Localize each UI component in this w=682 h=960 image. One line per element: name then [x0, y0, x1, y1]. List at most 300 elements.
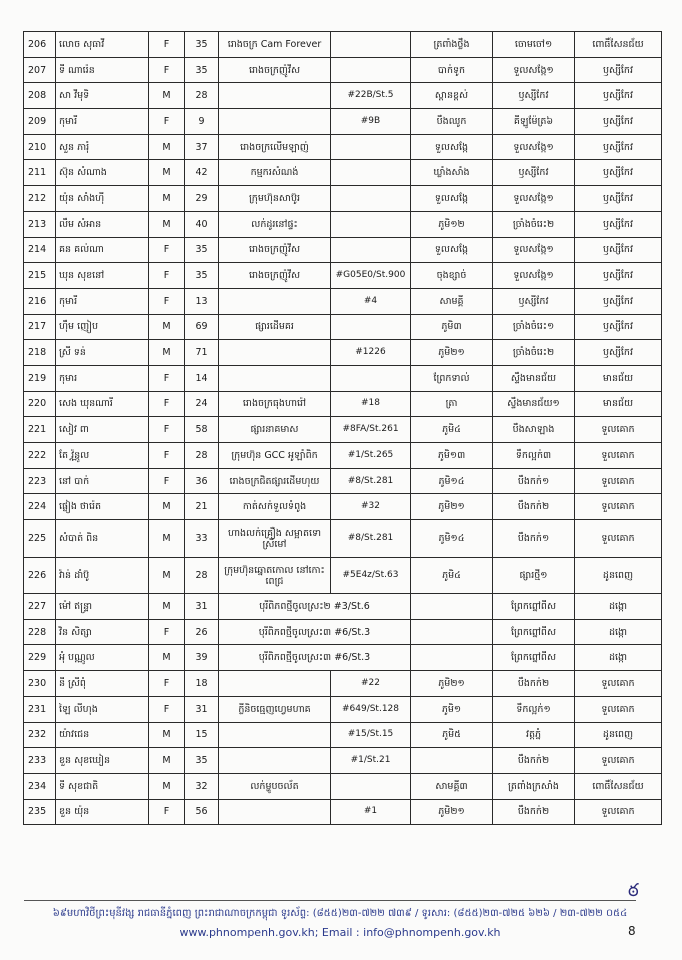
row-number-cell: 222 — [24, 443, 56, 469]
district-cell: ឫស្សីកែវ — [575, 109, 662, 135]
commune-cell: បឹងកក់១ — [493, 468, 575, 494]
sex-cell: M — [149, 83, 185, 109]
village-cell — [411, 594, 493, 620]
sex-cell: F — [149, 237, 185, 263]
age-cell: 40 — [185, 211, 219, 237]
district-cell: ឫស្សីកែវ — [575, 340, 662, 366]
patient-register-table — [23, 31, 662, 825]
village-cell: ភូមិ៥ — [411, 722, 493, 748]
house-number-cell: #1226 — [331, 340, 411, 366]
commune-cell: ឫស្សីកែវ — [493, 288, 575, 314]
footer-website: www.phnompenh.gov.kh; Email : info@phnompenh.gov.kh — [179, 926, 501, 939]
table-row — [24, 109, 662, 135]
village-cell: ត្រពាំងថ្លឹង — [411, 32, 493, 58]
table-row — [24, 160, 662, 186]
commune-cell: ចោមចៅ១ — [493, 32, 575, 58]
district-cell: ដង្កោ — [575, 594, 662, 620]
row-number-cell: 210 — [24, 134, 56, 160]
age-cell: 33 — [185, 520, 219, 558]
age-cell: 28 — [185, 443, 219, 469]
sex-cell: M — [149, 722, 185, 748]
name-cell: យ៉ាវជេន — [56, 722, 149, 748]
commune-cell: ព្រែកព្នៅពីស — [493, 619, 575, 645]
village-cell: បាក់ទូក — [411, 57, 493, 83]
row-number-cell: 232 — [24, 722, 56, 748]
commune-cell: ទួលសង្កែ១ — [493, 134, 575, 160]
commune-cell: ច្រាំងចំរេះ១ — [493, 314, 575, 340]
house-number-cell — [331, 237, 411, 263]
workplace-cell: រោងចក្រធុងហារ៉ៅ — [219, 391, 331, 417]
name-cell: យ៉ុន សាំងហ៊ី — [56, 186, 149, 212]
table-row — [24, 645, 662, 671]
table-row — [24, 57, 662, 83]
village-cell: ភូមិ២១ — [411, 494, 493, 520]
row-number-cell: 235 — [24, 799, 56, 825]
house-number-cell: #15/St.15 — [331, 722, 411, 748]
row-number-cell: 227 — [24, 594, 56, 620]
village-cell: ទួលសង្កែ — [411, 237, 493, 263]
commune-cell: ត្រពាំងក្រសាំង — [493, 773, 575, 799]
sex-cell: F — [149, 263, 185, 289]
age-cell: 28 — [185, 83, 219, 109]
commune-cell: បឹងកក់២ — [493, 748, 575, 774]
house-number-cell: #1/St.265 — [331, 443, 411, 469]
house-number-cell: #32 — [331, 494, 411, 520]
name-cell: គន គល់ណា — [56, 237, 149, 263]
sex-cell: M — [149, 340, 185, 366]
sex-cell: M — [149, 134, 185, 160]
name-cell: នី ស្រីពុំ — [56, 671, 149, 697]
district-cell: ដូនពេញ — [575, 558, 662, 594]
row-number-cell: 231 — [24, 696, 56, 722]
row-number-cell: 216 — [24, 288, 56, 314]
age-cell: 24 — [185, 391, 219, 417]
workplace-cell: បុរីពិភពថ្មីចូលស្រះ៣ #6/St.3 — [219, 645, 411, 671]
name-cell: ស៊ុន សំណាង — [56, 160, 149, 186]
name-cell: លឹម សំអាន — [56, 211, 149, 237]
workplace-cell: កាត់សក់ទួលទំពូង — [219, 494, 331, 520]
row-number-cell: 215 — [24, 263, 56, 289]
age-cell: 32 — [185, 773, 219, 799]
district-cell: ទួលគោក — [575, 696, 662, 722]
sex-cell: F — [149, 696, 185, 722]
row-number-cell: 234 — [24, 773, 56, 799]
age-cell: 56 — [185, 799, 219, 825]
workplace-cell: លក់ដូរនៅផ្ទះ — [219, 211, 331, 237]
age-cell: 14 — [185, 365, 219, 391]
table-row — [24, 722, 662, 748]
village-cell: ភូមិ២១ — [411, 340, 493, 366]
village-cell: ចុងខ្សាច់ — [411, 263, 493, 289]
row-number-cell: 217 — [24, 314, 56, 340]
row-number-cell: 213 — [24, 211, 56, 237]
district-cell: ដង្កោ — [575, 645, 662, 671]
table-row — [24, 558, 662, 594]
table-row — [24, 186, 662, 212]
row-number-cell: 233 — [24, 748, 56, 774]
village-cell: បឹងឈូក — [411, 109, 493, 135]
house-number-cell — [331, 134, 411, 160]
house-number-cell: #649/St.128 — [331, 696, 411, 722]
table-row — [24, 594, 662, 620]
name-cell: ផ្លៀង ថារ៉េត — [56, 494, 149, 520]
workplace-cell — [219, 748, 331, 774]
house-number-cell: #22B/St.5 — [331, 83, 411, 109]
row-number-cell: 206 — [24, 32, 56, 58]
district-cell: មានជ័យ — [575, 391, 662, 417]
workplace-cell: រោងចក្រលើមឡាញ់ — [219, 134, 331, 160]
village-cell: ទួលសង្កែ — [411, 134, 493, 160]
house-number-cell: #8/St.281 — [331, 520, 411, 558]
workplace-cell: រោងចក្រ Cam Forever — [219, 32, 331, 58]
sex-cell: M — [149, 314, 185, 340]
village-cell: ភូមិ១៣ — [411, 443, 493, 469]
footer-address: ៦៩មហាវិថីព្រះមុនីវង្ស រាជធានីភ្នំពេញ ព្រះរាជាណាចក្រកម្ពុជា ទូរស័ព្ទ: (៨៥៥)២៣-៧២២ ៧៣៩ / ទូរសារ: (៨៥៥)២៣-៧២៥ ៦២៦ / ២៣-៧២២ ០៥៤ — [52, 908, 628, 919]
row-number-cell: 223 — [24, 468, 56, 494]
name-cell: ទី សុខជាតិ — [56, 773, 149, 799]
house-number-cell: #9B — [331, 109, 411, 135]
age-cell: 18 — [185, 671, 219, 697]
commune-cell: គីឡូម៉ែត្រ៦ — [493, 109, 575, 135]
village-cell: ឃ្លាំងសាំង — [411, 160, 493, 186]
table-row — [24, 340, 662, 366]
table-row — [24, 520, 662, 558]
commune-cell: ឫស្សីកែវ — [493, 83, 575, 109]
table-row — [24, 83, 662, 109]
sex-cell: M — [149, 558, 185, 594]
name-cell: សេង ឃុនណារី — [56, 391, 149, 417]
sex-cell: F — [149, 365, 185, 391]
table-row — [24, 748, 662, 774]
village-cell: ភូមិ១២ — [411, 211, 493, 237]
name-cell: តែ វ៉ុន្ណូល — [56, 443, 149, 469]
village-cell: ត្រា — [411, 391, 493, 417]
sex-cell: F — [149, 799, 185, 825]
name-cell: ហ៊ឹម ញៀប — [56, 314, 149, 340]
table-row — [24, 237, 662, 263]
workplace-cell: ក្រុមហ៊ុន GCC អូឡាំពិក — [219, 443, 331, 469]
commune-cell: បឹងកក់១ — [493, 520, 575, 558]
district-cell: ដង្កោ — [575, 619, 662, 645]
sex-cell: F — [149, 468, 185, 494]
table-row — [24, 417, 662, 443]
village-cell: ភូមិ៤ — [411, 558, 493, 594]
name-cell: ឃុន សុខនៅ — [56, 263, 149, 289]
workplace-cell: ក្រុមហ៊ុនឆ្នោតកោល នៅកោះពេជ្រ — [219, 558, 331, 594]
commune-cell: ទឹកល្អក់៣ — [493, 443, 575, 469]
commune-cell: ច្រាំងចំរេះ២ — [493, 340, 575, 366]
sex-cell: F — [149, 32, 185, 58]
commune-cell: ស្ទឹងមានជ័យ — [493, 365, 575, 391]
village-cell: ភូមិ២១ — [411, 671, 493, 697]
age-cell: 58 — [185, 417, 219, 443]
house-number-cell — [331, 211, 411, 237]
row-number-cell: 220 — [24, 391, 56, 417]
age-cell: 31 — [185, 696, 219, 722]
workplace-cell — [219, 83, 331, 109]
district-cell: ឫស្សីកែវ — [575, 314, 662, 340]
age-cell: 13 — [185, 288, 219, 314]
age-cell: 15 — [185, 722, 219, 748]
page-number: 8 — [628, 924, 636, 938]
district-cell: ទួលគោក — [575, 520, 662, 558]
workplace-cell — [219, 288, 331, 314]
workplace-cell: រោងចក្រជិតផ្សារដើមហុយ — [219, 468, 331, 494]
village-cell: ព្រែកទាល់ — [411, 365, 493, 391]
commune-cell: ទឹកល្អក់១ — [493, 696, 575, 722]
table-row — [24, 391, 662, 417]
row-number-cell: 221 — [24, 417, 56, 443]
row-number-cell: 219 — [24, 365, 56, 391]
name-cell: លោច សុធាវី — [56, 32, 149, 58]
house-number-cell — [331, 186, 411, 212]
name-cell: ម៉ៅ ឥន្ទ្រា — [56, 594, 149, 620]
house-number-cell: #G05E0/St.900 — [331, 263, 411, 289]
workplace-cell — [219, 340, 331, 366]
district-cell: ពោធិ៍សែនជ័យ — [575, 32, 662, 58]
district-cell: ឫស្សីកែវ — [575, 237, 662, 263]
district-cell: ឫស្សីកែវ — [575, 186, 662, 212]
age-cell: 36 — [185, 468, 219, 494]
name-cell: ស្រី ទន់ — [56, 340, 149, 366]
name-cell: សួន ភារុំ — [56, 134, 149, 160]
table-row — [24, 134, 662, 160]
table-body — [24, 32, 662, 825]
commune-cell: ទួលសង្កែ១ — [493, 57, 575, 83]
house-number-cell — [331, 160, 411, 186]
signature-mark-icon: ఠ — [628, 880, 639, 901]
village-cell: សាមគ្គី — [411, 288, 493, 314]
district-cell: ឫស្សីកែវ — [575, 160, 662, 186]
district-cell: ឫស្សីកែវ — [575, 57, 662, 83]
name-cell: ទី ណារ៉េន — [56, 57, 149, 83]
village-cell — [411, 748, 493, 774]
district-cell: ទួលគោក — [575, 494, 662, 520]
sex-cell: F — [149, 417, 185, 443]
age-cell: 35 — [185, 57, 219, 83]
commune-cell: ព្រែកព្នៅពីស — [493, 594, 575, 620]
house-number-cell — [331, 365, 411, 391]
table-row — [24, 263, 662, 289]
sex-cell: F — [149, 619, 185, 645]
row-number-cell: 207 — [24, 57, 56, 83]
village-cell: ស្ពានខ្ពស់ — [411, 83, 493, 109]
district-cell: ទួលគោក — [575, 671, 662, 697]
house-number-cell — [331, 32, 411, 58]
workplace-cell: ផ្សារដើមគរ — [219, 314, 331, 340]
commune-cell: ទួលសង្កែ១ — [493, 186, 575, 212]
age-cell: 31 — [185, 594, 219, 620]
sex-cell: M — [149, 494, 185, 520]
workplace-cell: កម្មករសំណង់ — [219, 160, 331, 186]
workplace-cell: ក្លីនិចធ្មេញហ្វេមហាគ — [219, 696, 331, 722]
name-cell: វិន សិត្សា — [56, 619, 149, 645]
row-number-cell: 211 — [24, 160, 56, 186]
workplace-cell: រោងចក្រញ៉ូវីស — [219, 237, 331, 263]
workplace-cell — [219, 799, 331, 825]
sex-cell: M — [149, 748, 185, 774]
village-cell: ភូមិ១៤ — [411, 468, 493, 494]
house-number-cell: #4 — [331, 288, 411, 314]
house-number-cell: #22 — [331, 671, 411, 697]
table-row — [24, 671, 662, 697]
table-row — [24, 32, 662, 58]
village-cell: ភូមិ១៤ — [411, 520, 493, 558]
house-number-cell: #8FA/St.261 — [331, 417, 411, 443]
row-number-cell: 208 — [24, 83, 56, 109]
name-cell: សា វីមុទិ — [56, 83, 149, 109]
row-number-cell: 209 — [24, 109, 56, 135]
workplace-cell: ហាងលក់គ្រឿង សម្អាតទោ ស្រីមៅ — [219, 520, 331, 558]
table-row — [24, 365, 662, 391]
age-cell: 29 — [185, 186, 219, 212]
name-cell: វ៉ាន់ ដាំប៊ូ — [56, 558, 149, 594]
workplace-cell — [219, 671, 331, 697]
commune-cell: ច្រាំងចំរេះ២ — [493, 211, 575, 237]
house-number-cell: #8/St.281 — [331, 468, 411, 494]
district-cell: ដូនពេញ — [575, 722, 662, 748]
row-number-cell: 224 — [24, 494, 56, 520]
house-number-cell: #5E4z/St.63 — [331, 558, 411, 594]
sex-cell: M — [149, 186, 185, 212]
age-cell: 42 — [185, 160, 219, 186]
village-cell: ភូមិ២១ — [411, 799, 493, 825]
name-cell: កុមារ — [56, 365, 149, 391]
house-number-cell — [331, 314, 411, 340]
table-row — [24, 773, 662, 799]
commune-cell: ទួលសង្កែ១ — [493, 263, 575, 289]
commune-cell: ផ្សារថ្មី១ — [493, 558, 575, 594]
sex-cell: M — [149, 594, 185, 620]
name-cell: សំបាត់ ពិន — [56, 520, 149, 558]
sex-cell: F — [149, 57, 185, 83]
sex-cell: F — [149, 443, 185, 469]
age-cell: 9 — [185, 109, 219, 135]
age-cell: 71 — [185, 340, 219, 366]
district-cell: ឫស្សីកែវ — [575, 83, 662, 109]
commune-cell: បឹងសាឡាង — [493, 417, 575, 443]
commune-cell: ស្ទឹងមានជ័យ១ — [493, 391, 575, 417]
district-cell: ទួលគោក — [575, 417, 662, 443]
commune-cell: ព្រែកព្នៅពីស — [493, 645, 575, 671]
workplace-cell — [219, 722, 331, 748]
name-cell: អុំ បណ្ណូល — [56, 645, 149, 671]
sex-cell: F — [149, 391, 185, 417]
workplace-cell: ផ្សារនាគមាស — [219, 417, 331, 443]
name-cell: ខួន សុខឃៀន — [56, 748, 149, 774]
workplace-cell: រោងចក្រញ៉ូវីស — [219, 57, 331, 83]
table-row — [24, 619, 662, 645]
house-number-cell: #1/St.21 — [331, 748, 411, 774]
age-cell: 35 — [185, 237, 219, 263]
district-cell: ឫស្សីកែវ — [575, 134, 662, 160]
sex-cell: F — [149, 109, 185, 135]
row-number-cell: 218 — [24, 340, 56, 366]
name-cell: ខួន យ៉ុន — [56, 799, 149, 825]
workplace-cell: បុរីពិភពថ្មីចូលស្រះ២ #3/St.6 — [219, 594, 411, 620]
age-cell: 35 — [185, 263, 219, 289]
age-cell: 26 — [185, 619, 219, 645]
district-cell: ទួលគោក — [575, 443, 662, 469]
workplace-cell — [219, 365, 331, 391]
sex-cell: M — [149, 645, 185, 671]
table-row — [24, 799, 662, 825]
row-number-cell: 228 — [24, 619, 56, 645]
age-cell: 69 — [185, 314, 219, 340]
workplace-cell: លក់ម្ហូបចល័ត — [219, 773, 331, 799]
age-cell: 39 — [185, 645, 219, 671]
table-row — [24, 211, 662, 237]
row-number-cell: 226 — [24, 558, 56, 594]
house-number-cell: #1 — [331, 799, 411, 825]
row-number-cell: 230 — [24, 671, 56, 697]
district-cell: ពោធិ៍សែនជ័យ — [575, 773, 662, 799]
table-row — [24, 468, 662, 494]
row-number-cell: 225 — [24, 520, 56, 558]
name-cell: សៀវ ពា — [56, 417, 149, 443]
table-row — [24, 443, 662, 469]
village-cell — [411, 619, 493, 645]
house-number-cell — [331, 773, 411, 799]
table-row — [24, 288, 662, 314]
sex-cell: M — [149, 211, 185, 237]
age-cell: 21 — [185, 494, 219, 520]
age-cell: 28 — [185, 558, 219, 594]
district-cell: ទួលគោក — [575, 468, 662, 494]
age-cell: 37 — [185, 134, 219, 160]
name-cell: ឡៃ លីហុង — [56, 696, 149, 722]
table-row — [24, 314, 662, 340]
commune-cell: ឫស្សីកែវ — [493, 160, 575, 186]
table-row — [24, 494, 662, 520]
commune-cell: បឹងកក់២ — [493, 671, 575, 697]
village-cell: ភូមិ១ — [411, 696, 493, 722]
age-cell: 35 — [185, 32, 219, 58]
row-number-cell: 229 — [24, 645, 56, 671]
commune-cell: បឹងកក់២ — [493, 494, 575, 520]
house-number-cell — [331, 57, 411, 83]
workplace-cell: បុរីពិភពថ្មីចូលស្រះ៣ #6/St.3 — [219, 619, 411, 645]
district-cell: ឫស្សីកែវ — [575, 263, 662, 289]
commune-cell: បឹងកក់២ — [493, 799, 575, 825]
sex-cell: F — [149, 288, 185, 314]
age-cell: 35 — [185, 748, 219, 774]
district-cell: ឫស្សីកែវ — [575, 211, 662, 237]
workplace-cell: រោងចក្រញ៉ូវីស — [219, 263, 331, 289]
house-number-cell: #18 — [331, 391, 411, 417]
footer-divider — [24, 900, 636, 901]
village-cell: សាមគ្គី៣ — [411, 773, 493, 799]
district-cell: មានជ័យ — [575, 365, 662, 391]
district-cell: ឫស្សីកែវ — [575, 288, 662, 314]
district-cell: ទួលគោក — [575, 748, 662, 774]
row-number-cell: 214 — [24, 237, 56, 263]
village-cell: ភូមិ៤ — [411, 417, 493, 443]
sex-cell: F — [149, 671, 185, 697]
sex-cell: M — [149, 160, 185, 186]
sex-cell: M — [149, 773, 185, 799]
commune-cell: ទួលសង្កែ១ — [493, 237, 575, 263]
workplace-cell — [219, 109, 331, 135]
name-cell: នៅ បាក់ — [56, 468, 149, 494]
village-cell — [411, 645, 493, 671]
village-cell: ទួលសង្កែ — [411, 186, 493, 212]
sex-cell: M — [149, 520, 185, 558]
village-cell: ភូមិ៣ — [411, 314, 493, 340]
workplace-cell: ក្រុមហ៊ុនសាប៊ូរ — [219, 186, 331, 212]
row-number-cell: 212 — [24, 186, 56, 212]
name-cell: កុមារី — [56, 109, 149, 135]
